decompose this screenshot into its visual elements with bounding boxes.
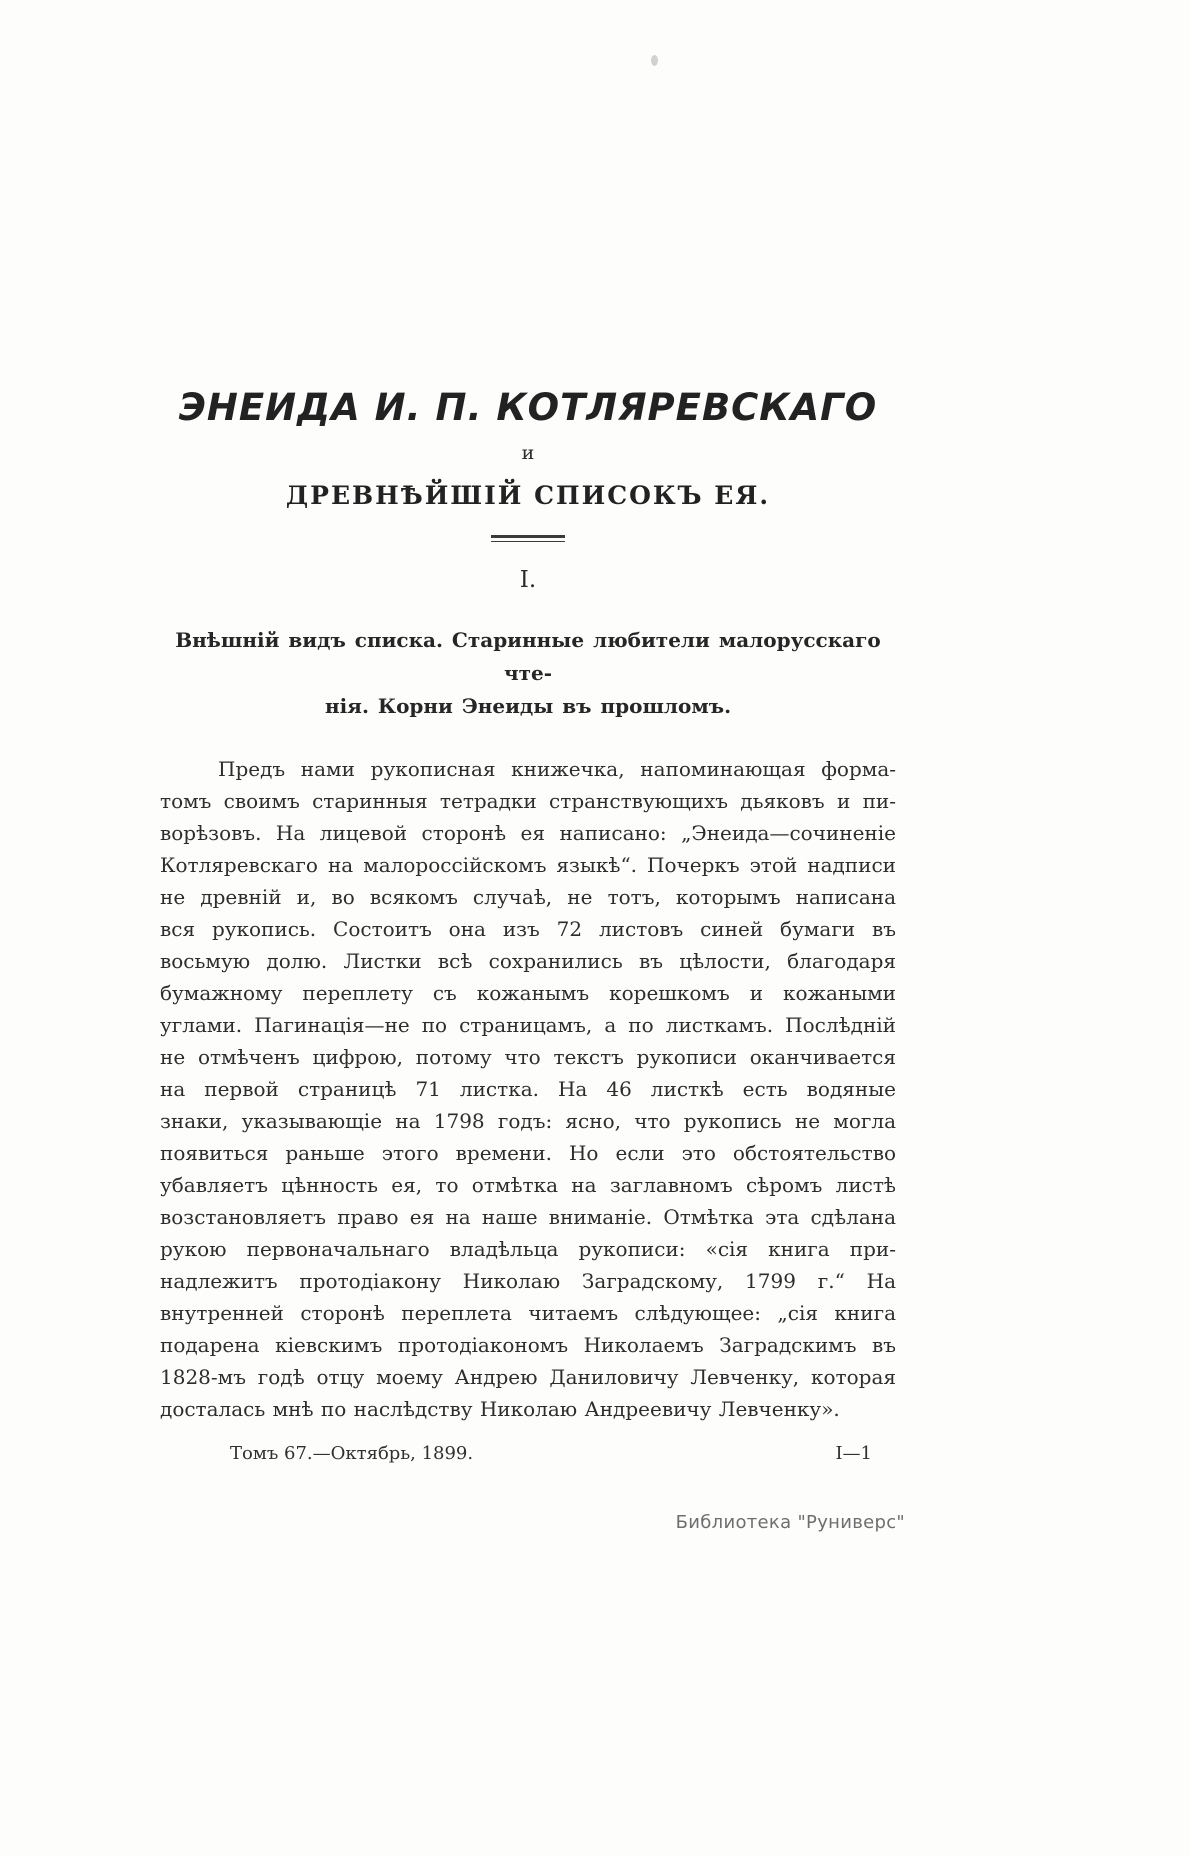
body-text-line: вся рукопись. Состоитъ она изъ 72 листовъ синей бумаги въ	[160, 917, 896, 941]
body-text-line: не отмѣченъ цифрою, потому что текстъ рукописи оканчивается	[160, 1045, 896, 1069]
body-text-line: надлежитъ протодіакону Николаю Заградскому, 1799 г.“ На	[160, 1269, 896, 1293]
section-number: I.	[519, 567, 537, 593]
body-text-line: рукою первоначальнаго владѣльца рукописи: «сія книга при-	[160, 1237, 896, 1261]
article-title: ЭНЕИДА И. П. КОТЛЯРЕВСКАГО	[178, 386, 878, 429]
signature-mark: I—1	[835, 1443, 872, 1464]
volume-date-label: Томъ 67.—Октябрь, 1899.	[230, 1443, 474, 1464]
title-connector: и	[521, 442, 535, 464]
article-subtitle: ДРЕВНѢЙШІЙ СПИСОКЪ ЕЯ.	[285, 481, 771, 510]
body-paragraph	[160, 753, 896, 1425]
body-text-line: подарена кіевскимъ протодіакономъ Николаемъ Заградскимъ въ	[160, 1333, 896, 1357]
divider-rule-thick	[491, 535, 565, 538]
body-text-line: углами. Пагинація—не по страницамъ, а по листкамъ. Послѣдній	[160, 1013, 896, 1037]
body-text-line: знаки, указывающіе на 1798 годъ: ясно, что рукопись не могла	[160, 1109, 896, 1133]
body-text-line: возстановляетъ право ея на наше вниманіе. Отмѣтка эта сдѣлана	[160, 1205, 896, 1229]
body-text-line: не древній и, во всякомъ случаѣ, не тотъ, которымъ написана	[160, 885, 896, 909]
page-footer	[160, 1441, 896, 1467]
body-text-line: восьмую долю. Листки всѣ сохранились въ цѣлости, благодаря	[160, 949, 896, 973]
body-text-line: Котляревскаго на малороссійскомъ языкѣ“. Почеркъ этой надписи	[160, 853, 896, 877]
body-text-line: 1828-мъ годѣ отцу моему Андрею Даниловичу Левченку, которая	[160, 1365, 896, 1389]
divider-rule-thin	[491, 541, 565, 542]
body-text-line: бумажному переплету съ кожанымъ корешкомъ и кожаными	[160, 981, 896, 1005]
body-text-line: Предъ нами рукописная книжечка, напоминающая форма-	[218, 757, 896, 781]
scan-artifact	[651, 55, 658, 66]
body-text-line: появиться раньше этого времени. Но если это обстоятельство	[160, 1141, 896, 1165]
body-text-line: ворѣзовъ. На лицевой сторонѣ ея написано: „Энеида—сочиненіе	[160, 821, 896, 845]
body-text-line: досталась мнѣ по наслѣдству Николаю Андреевичу Левченку».	[160, 1397, 840, 1421]
chapter-heading-line: нія. Корни Энеиды въ прошломъ.	[324, 694, 732, 718]
chapter-heading-line: Внѣшній видъ списка. Старинные любители малорусскаго чте-	[175, 628, 881, 685]
body-text-line: на первой страницѣ 71 листка. На 46 листкѣ есть водяные	[160, 1077, 896, 1101]
body-text-line: убавляетъ цѣнность ея, то отмѣтка на заглавномъ сѣромъ листѣ	[160, 1173, 896, 1197]
library-watermark: Библиотека "Руниверс"	[675, 1512, 905, 1533]
chapter-heading	[160, 624, 896, 723]
section-divider	[160, 535, 896, 542]
page-content	[160, 385, 896, 1467]
body-text-line: внутренней сторонѣ переплета читаемъ слѣдующее: „сія книга	[160, 1301, 896, 1325]
body-text-line: томъ своимъ старинныя тетрадки странствующихъ дьяковъ и пи-	[160, 789, 896, 813]
